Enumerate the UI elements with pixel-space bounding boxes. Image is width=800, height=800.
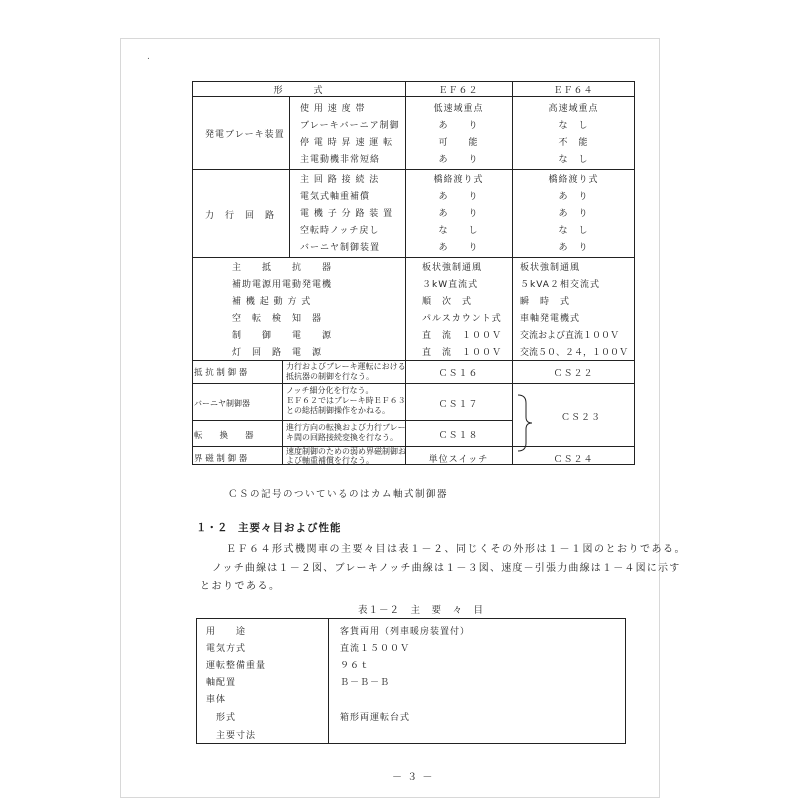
misc-ef64: ５kVA２相交流式 bbox=[520, 280, 600, 290]
table-rule bbox=[328, 618, 329, 744]
spec-label: 用 途 bbox=[206, 627, 247, 637]
brake-ef64: 高速域重点 bbox=[548, 104, 599, 114]
header-ef62: ＥＦ６２ bbox=[438, 86, 479, 96]
power-ef64: 橋絡渡り式 bbox=[548, 175, 599, 185]
spec-value: 直流１５００Ｖ bbox=[340, 644, 411, 654]
table-rule bbox=[192, 360, 635, 361]
spec-label: 運転整備重量 bbox=[206, 661, 267, 671]
page-number: － ３ － bbox=[392, 772, 434, 783]
cs-ef64-shared: ＣＳ２３ bbox=[560, 413, 601, 423]
misc-ef64: 板状強制通風 bbox=[520, 263, 581, 273]
brake-ef62: あ り bbox=[438, 121, 479, 131]
cs-label: 転 換 器 bbox=[194, 431, 254, 441]
brake-ef62: あ り bbox=[438, 155, 479, 165]
misc-ef64: 交流５０、２４，１００Ｖ bbox=[520, 348, 629, 358]
scan-mark: . bbox=[147, 52, 150, 62]
misc-item: 制 御 電 源 bbox=[232, 331, 333, 341]
group-label-power: 力 行 回 路 bbox=[205, 211, 276, 221]
misc-ef64: 交流および直流１００Ｖ bbox=[520, 331, 620, 341]
cs-ef62: ＣＳ１６ bbox=[438, 369, 479, 379]
cs-desc: 力行およびブレーキ運転における bbox=[286, 362, 406, 371]
table-rule bbox=[192, 257, 635, 258]
section-title: 主要々目および性能 bbox=[238, 522, 342, 534]
brake-ef64: な し bbox=[558, 121, 589, 131]
spec-label: 軸配置 bbox=[206, 678, 237, 688]
power-ef64: あ り bbox=[558, 243, 589, 253]
spec-label: 電気方式 bbox=[206, 644, 247, 654]
brake-ef62: 可 能 bbox=[438, 138, 479, 148]
power-ef62: 橋絡渡り式 bbox=[433, 175, 484, 185]
table-rule bbox=[192, 169, 635, 170]
body-paragraph-line: とおりである。 bbox=[200, 581, 281, 592]
cs-desc: 抵抗器の制御を行なう。 bbox=[286, 372, 374, 381]
table-rule bbox=[192, 96, 635, 97]
cs-desc: 進行方向の転換および力行ブレー bbox=[286, 423, 406, 432]
power-item: バーニヤ制御装置 bbox=[300, 243, 381, 253]
brake-item: ブレーキバーニア制御 bbox=[300, 121, 400, 131]
misc-ef62: 直 流 １００Ｖ bbox=[422, 348, 503, 358]
misc-item: 主 抵 抗 器 bbox=[232, 263, 333, 273]
spec-label: 車体 bbox=[206, 695, 227, 705]
table-rule bbox=[192, 446, 635, 447]
cs-desc: ＥＦ６２ではブレーキ時ＥＦ６３ bbox=[286, 396, 406, 405]
spec-value: 箱形両運転台式 bbox=[340, 713, 411, 723]
cs-desc: キ間の回路接続変換を行なう。 bbox=[286, 433, 398, 442]
cs-ef62: 単位スイッチ bbox=[428, 455, 489, 465]
power-item: 主 回 路 接 続 法 bbox=[300, 175, 380, 185]
power-ef64: な し bbox=[558, 226, 589, 236]
power-ef62: あ り bbox=[438, 209, 479, 219]
table-rule bbox=[192, 383, 635, 384]
cs-label: バーニヤ制御器 bbox=[194, 399, 250, 408]
cs-ef62: ＣＳ１８ bbox=[438, 431, 479, 441]
cs-label: 界 磁 制 御 器 bbox=[194, 454, 248, 464]
section-number: １・２ bbox=[196, 522, 228, 534]
power-ef64: あ り bbox=[558, 192, 589, 202]
power-item: 電 機 子 分 路 装 置 bbox=[300, 209, 394, 219]
body-paragraph-line: ノッチ曲線は１－２図、ブレーキノッチ曲線は１－３図、速度－引張力曲線は１－４図に示す bbox=[212, 563, 681, 574]
brake-item: 主電動機非常短絡 bbox=[300, 155, 381, 165]
misc-item: 空 転 検 知 器 bbox=[232, 314, 323, 324]
brake-ef62: 低速域重点 bbox=[433, 104, 484, 114]
header-ef64: ＥＦ６４ bbox=[553, 86, 594, 96]
header-type: 形 式 bbox=[273, 86, 324, 96]
cs-ef64: ＣＳ２４ bbox=[553, 455, 594, 465]
misc-ef62: ３kW直流式 bbox=[422, 280, 479, 290]
cs-desc: ノッチ細分化を行なう。 bbox=[286, 386, 374, 395]
group-label-brake: 発電ブレーキ装置 bbox=[205, 130, 285, 140]
spec-value: 客貨両用（列車暖房装置付） bbox=[340, 627, 471, 637]
misc-item: 補 機 起 動 方 式 bbox=[232, 297, 312, 307]
misc-ef62: パルスカウント式 bbox=[422, 314, 502, 324]
misc-item: 灯 回 路 電 源 bbox=[232, 348, 323, 358]
cs-ef62: ＣＳ１７ bbox=[438, 400, 479, 410]
power-ef64: あ り bbox=[558, 209, 589, 219]
brake-ef64: な し bbox=[558, 155, 589, 165]
spec-value: ９６ｔ bbox=[340, 661, 371, 671]
spec-value: Ｂ－Ｂ－Ｂ bbox=[340, 678, 391, 688]
power-item: 電気式軸重補償 bbox=[300, 192, 371, 202]
cs-desc: よび軸重補償を行なう。 bbox=[286, 456, 374, 465]
spec-label: 形式 bbox=[216, 713, 237, 723]
power-ef62: な し bbox=[438, 226, 479, 236]
misc-ef62: 直 流 １００Ｖ bbox=[422, 331, 503, 341]
table-caption: 表１－２ 主 要 々 目 bbox=[358, 605, 485, 616]
misc-ef64: 瞬 時 式 bbox=[520, 297, 571, 307]
spec-label: 主要寸法 bbox=[216, 731, 257, 741]
table-rule bbox=[289, 96, 290, 257]
bracket-shared-cell bbox=[516, 393, 534, 453]
table-rule bbox=[282, 360, 283, 465]
misc-item: 補助電源用電動発電機 bbox=[232, 280, 333, 290]
table-footnote: ＣＳの記号のついているのはカム軸式制御器 bbox=[228, 489, 449, 500]
misc-ef64: 車軸発電機式 bbox=[520, 314, 581, 324]
misc-ef62: 順 次 式 bbox=[422, 297, 473, 307]
brake-item: 使 用 速 度 帯 bbox=[300, 104, 366, 114]
power-ef62: あ り bbox=[438, 192, 479, 202]
power-ef62: あ り bbox=[438, 243, 479, 253]
power-item: 空転時ノッチ戻し bbox=[300, 226, 380, 236]
body-paragraph-line: ＥＦ６４形式機関車の主要々目は表１－２、同じくその外形は１－１図のとおりである。 bbox=[226, 544, 686, 555]
cs-desc: 速度制御のための弱め界磁制御お bbox=[286, 447, 406, 456]
brake-item: 停 電 時 昇 速 運 転 bbox=[300, 138, 394, 148]
table-rule bbox=[192, 420, 512, 421]
brake-ef64: 不 能 bbox=[558, 138, 589, 148]
cs-label: 抵 抗 制 御 器 bbox=[194, 368, 248, 378]
cs-ef64: ＣＳ２２ bbox=[553, 369, 594, 379]
cs-desc: との総括制御操作をかねる。 bbox=[286, 406, 390, 415]
misc-ef62: 板状強制通風 bbox=[422, 263, 483, 273]
